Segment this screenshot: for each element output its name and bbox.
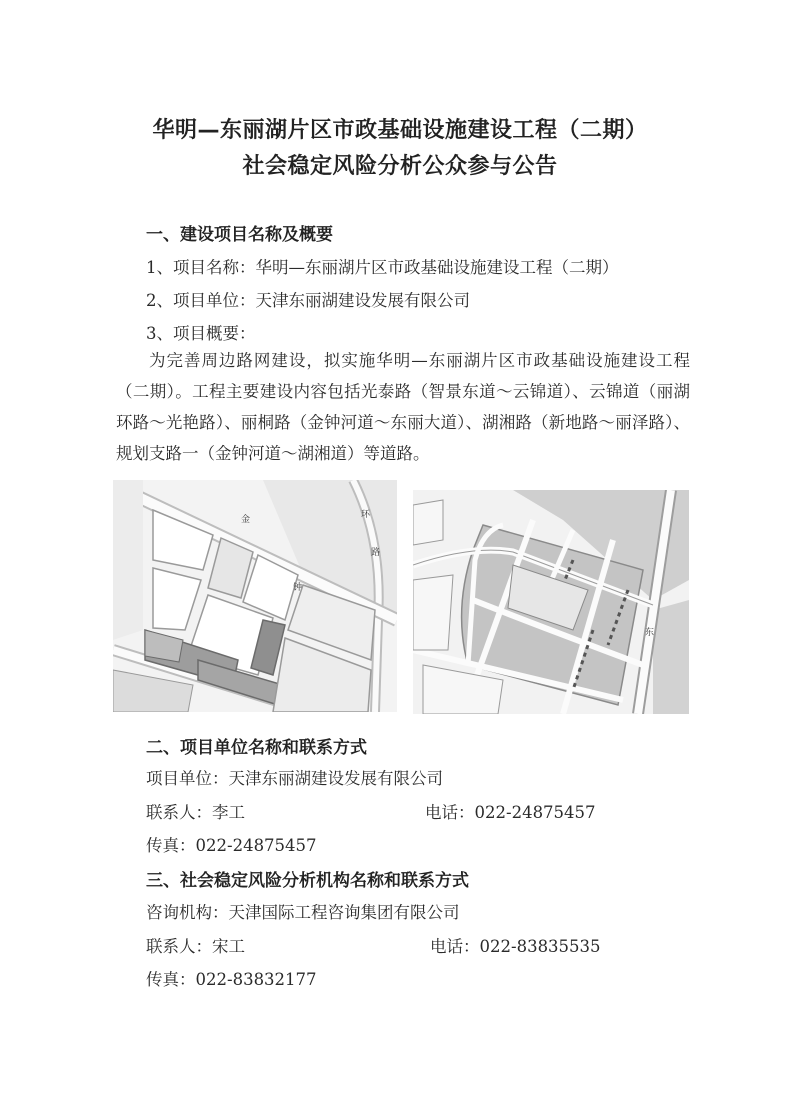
agency-phone: 电话：022-83835535 xyxy=(430,937,601,956)
map-right xyxy=(413,490,689,714)
document-title-line1: 华明—东丽湖片区市政基础设施建设工程（二期） xyxy=(152,118,648,143)
map-left xyxy=(113,480,397,712)
contact-unit: 项目单位：天津东丽湖建设发展有限公司 xyxy=(146,769,443,788)
document-title-line2: 社会稳定风险分析公众参与公告 xyxy=(242,154,558,179)
project-name: 1、项目名称：华明—东丽湖片区市政基础设施建设工程（二期） xyxy=(146,258,619,277)
svg-text:环: 环 xyxy=(361,510,371,520)
contact-person: 联系人：李工 xyxy=(146,803,245,822)
contact-fax: 传真：022-24875457 xyxy=(146,836,317,855)
contact-phone: 电话：022-24875457 xyxy=(425,803,596,822)
project-overview-label: 3、项目概要： xyxy=(146,324,256,343)
map-label: 金 xyxy=(241,515,251,525)
agency-name: 咨询机构：天津国际工程咨询集团有限公司 xyxy=(146,903,460,922)
agency-contact-person: 联系人：宋工 xyxy=(146,937,245,956)
section1-heading: 一、建设项目名称及概要 xyxy=(146,225,333,245)
section3-heading: 三、社会稳定风险分析机构名称和联系方式 xyxy=(146,871,469,891)
svg-text:路: 路 xyxy=(371,548,381,558)
project-overview-text: 为完善周边路网建设，拟实施华明—东丽湖片区市政基础设施建设工程（二期）。工程主要建设内容包括光泰路（智景东道～云锦道）、云锦道（丽湖环路～光艳路）、丽桐路（金钟河道～东丽大道）、湖湘路（新地路～丽泽路）、规划支路一（金钟河道～湖湘道）等道路。 xyxy=(116,351,690,463)
section2-heading: 二、项目单位名称和联系方式 xyxy=(146,738,367,758)
svg-text:钟: 钟 xyxy=(293,583,303,593)
svg-text:东: 东 xyxy=(645,628,655,638)
agency-fax: 传真：022-83832177 xyxy=(146,970,317,989)
project-unit: 2、项目单位：天津东丽湖建设发展有限公司 xyxy=(146,291,470,310)
